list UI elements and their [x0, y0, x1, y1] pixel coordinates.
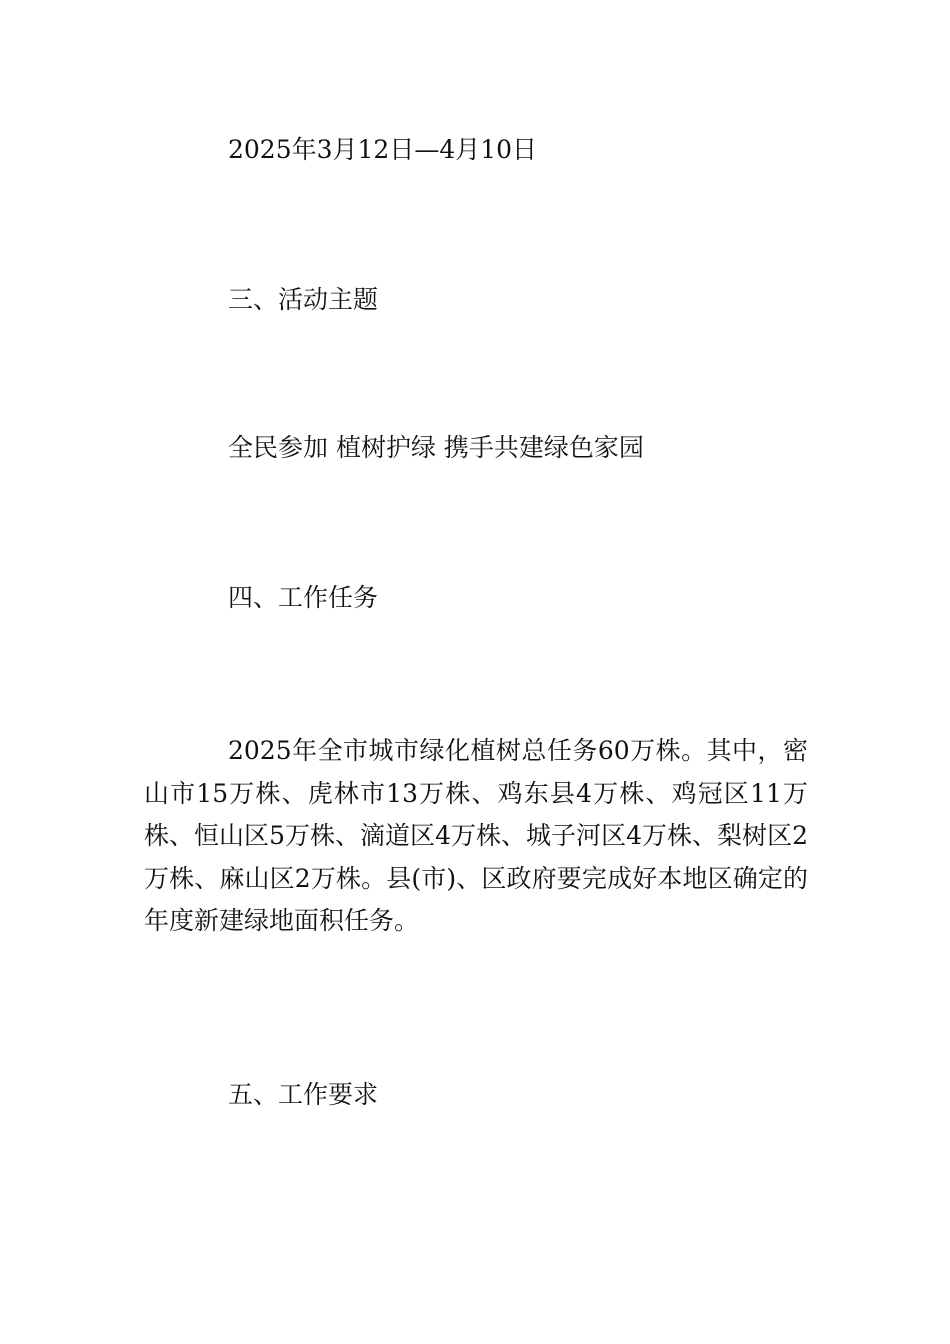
task-paragraph: 2025年全市城市绿化植树总任务60万株。其中，密山市15万株、虎林市13万株、鸡东县4万株、鸡冠区11万株、恒山区5万株、滴道区4万株、城子河区4万株、梨树区2万株、麻山区2万株。县(市)、区政府要完成好本地区确定的年度新建绿地面积任务。 — [144, 736, 808, 936]
section-four-heading: 四、工作任务 — [228, 583, 379, 612]
section-five-heading: 五、工作要求 — [228, 1080, 379, 1109]
theme-text: 全民参加 植树护绿 携手共建绿色家园 — [228, 433, 644, 462]
section-three-heading: 三、活动主题 — [228, 285, 379, 314]
date-range-text: 2025年3月12日—4月10日 — [228, 135, 538, 164]
